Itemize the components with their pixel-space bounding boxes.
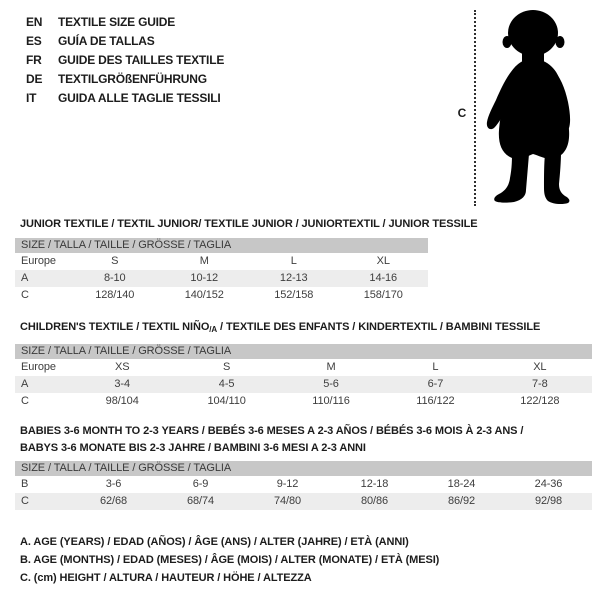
row-label: C	[21, 289, 29, 301]
cell: 86/92	[447, 495, 476, 507]
row-label: C	[21, 395, 29, 407]
cell: 6-9	[192, 478, 209, 490]
cell: 74/80	[273, 495, 302, 507]
cell: 8-10	[103, 272, 126, 284]
children-size-table	[15, 344, 592, 410]
table-row	[15, 393, 592, 410]
footnote-c: C. (cm) HEIGHT / ALTURA / HAUTEUR / HÖHE / ALTEZZA	[20, 572, 312, 584]
lang-code-de: DE	[26, 72, 43, 86]
cell: 3-4	[114, 378, 130, 390]
row-label: Europe	[21, 255, 56, 267]
cell: 10-12	[190, 272, 219, 284]
lang-row-es	[26, 32, 224, 51]
language-title-block	[26, 13, 224, 108]
lang-row-en	[26, 13, 224, 32]
table-row	[15, 493, 592, 510]
row-label: B	[21, 478, 29, 490]
lang-code-fr: FR	[26, 53, 42, 67]
row-label: A	[21, 378, 29, 390]
lang-row-fr	[26, 51, 224, 70]
cell: 5-6	[323, 378, 339, 390]
cell: 9-12	[276, 478, 299, 490]
baby-silhouette-svg	[482, 8, 594, 206]
cell: 12-13	[279, 272, 308, 284]
table-row	[15, 287, 428, 304]
cell: 18-24	[447, 478, 476, 490]
babies-section	[15, 423, 592, 510]
lang-label-fr: GUIDE DES TAILLES TEXTILE	[58, 53, 225, 67]
cell: 14-16	[369, 272, 398, 284]
cell: 122/128	[520, 395, 560, 407]
children-title-sub: /A	[209, 325, 218, 334]
cell: XS	[114, 361, 130, 373]
cell: 12-18	[360, 478, 389, 490]
lang-label-es: GUÍA DE TALLAS	[58, 34, 155, 48]
row-label: A	[21, 272, 29, 284]
cell: 62/68	[99, 495, 128, 507]
lang-code-en: EN	[26, 15, 43, 29]
lang-code-es: ES	[26, 34, 42, 48]
babies-size-header-text: SIZE / TALLA / TAILLE / GRÖSSE / TAGLIA	[21, 462, 232, 474]
children-section	[15, 320, 592, 410]
table-row	[15, 270, 428, 287]
table-row	[15, 476, 592, 493]
cell: 158/170	[363, 289, 403, 301]
cell: 140/152	[184, 289, 224, 301]
junior-section-title: JUNIOR TEXTILE / TEXTIL JUNIOR/ TEXTILE JUNIOR / JUNIORTEXTIL / JUNIOR TESSILE	[20, 218, 478, 230]
cell: 4-5	[218, 378, 235, 390]
cell: 116/122	[416, 395, 455, 407]
cell: 128/140	[95, 289, 135, 301]
row-label: C	[21, 495, 29, 507]
babies-section-title	[20, 423, 592, 457]
cell: 110/116	[312, 395, 350, 407]
cell: 152/158	[274, 289, 314, 301]
babies-title-line2: BABYS 3-6 MONATE BIS 2-3 JAHRE / BAMBINI 3-6 MESI A 2-3 ANNI	[20, 442, 366, 454]
footnotes-block	[20, 533, 439, 587]
cell: XL	[533, 361, 547, 373]
table-row	[15, 253, 428, 270]
cell: M	[326, 361, 336, 373]
table-row	[15, 376, 592, 393]
lang-label-en: TEXTILE SIZE GUIDE	[58, 15, 176, 29]
children-size-header-bar	[15, 344, 592, 359]
children-title-part2: / TEXTILE DES ENFANTS / KINDERTEXTIL / BAMBINI TESSILE	[217, 321, 541, 333]
height-dotted-line	[474, 10, 476, 206]
table-row	[15, 359, 592, 376]
cell: 104/110	[207, 395, 246, 407]
cell: S	[111, 255, 119, 267]
cell: 6-7	[427, 378, 444, 390]
cell: 98/104	[105, 395, 139, 407]
cell: M	[199, 255, 209, 267]
cell: 68/74	[186, 495, 215, 507]
cell: XL	[376, 255, 390, 267]
babies-title-line1: BABIES 3-6 MONTH TO 2-3 YEARS / BEBÉS 3-6 MESES A 2-3 AÑOS / BÉBÉS 3-6 MOIS À 2-3 ANS /	[20, 425, 524, 437]
lang-row-de	[26, 70, 224, 89]
babies-size-header-bar	[15, 461, 592, 476]
cell: L	[432, 361, 439, 373]
footnote-a: A. AGE (YEARS) / EDAD (AÑOS) / ÂGE (ANS) / ALTER (JAHRE) / ETÀ (ANNI)	[20, 536, 409, 548]
lang-code-it: IT	[26, 91, 37, 105]
junior-size-table	[15, 238, 428, 304]
cell: 24-36	[534, 478, 563, 490]
children-size-header-text: SIZE / TALLA / TAILLE / GRÖSSE / TAGLIA	[21, 345, 232, 357]
row-label: Europe	[21, 361, 56, 373]
baby-silhouette-icon	[482, 8, 594, 206]
cell: 7-8	[532, 378, 548, 390]
cell: S	[222, 361, 231, 373]
babies-size-table	[15, 461, 592, 510]
junior-size-header-bar	[15, 238, 428, 253]
height-marker-label: C	[457, 106, 467, 120]
cell: 92/98	[534, 495, 563, 507]
lang-label-de: TEXTILGRÖßENFÜHRUNG	[58, 72, 207, 86]
cell: L	[290, 255, 297, 267]
footnote-b: B. AGE (MONTHS) / EDAD (MESES) / ÂGE (MOIS) / ALTER (MONATE) / ETÀ (MESI)	[20, 554, 440, 566]
lang-label-it: GUIDA ALLE TAGLIE TESSILI	[58, 91, 221, 105]
children-section-title	[20, 320, 592, 337]
junior-size-header-text: SIZE / TALLA / TAILLE / GRÖSSE / TAGLIA	[21, 239, 232, 251]
cell: 80/86	[360, 495, 389, 507]
junior-section	[15, 217, 478, 304]
children-title-part1: CHILDREN'S TEXTILE / TEXTIL NIÑO	[20, 321, 210, 333]
lang-row-it	[26, 89, 224, 108]
cell: 3-6	[105, 478, 122, 490]
